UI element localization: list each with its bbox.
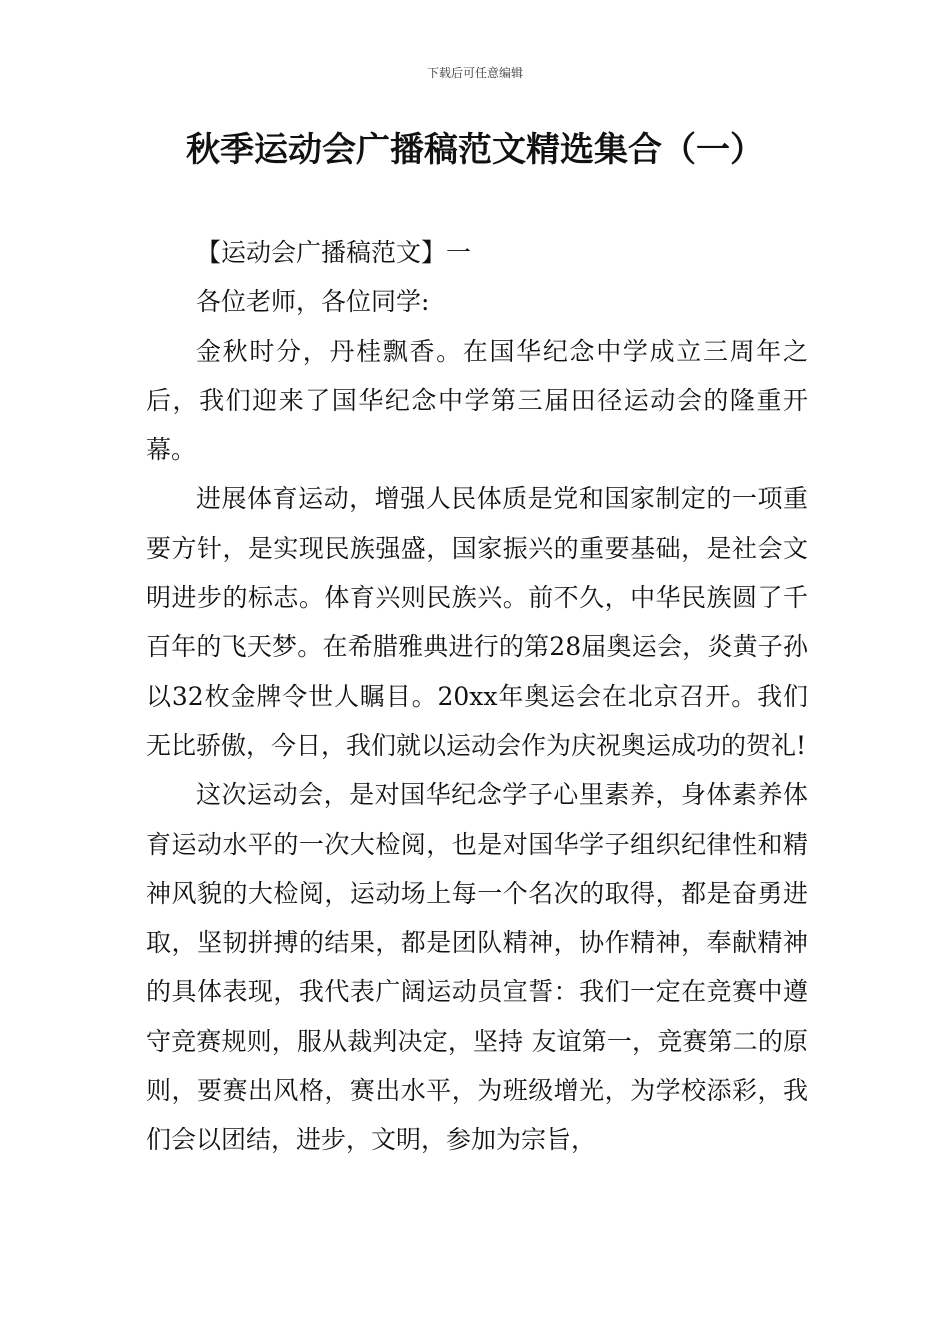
document-body: [146, 228, 808, 1165]
document-title: 秋季运动会广播稿范文精选集合（一）: [186, 130, 764, 170]
paragraph-athlete-oath: 这次运动会，是对国华纪念学子心里素养，身体素养体育运动水平的一次大检阅，也是对国华学子组织纪律性和精神风貌的大检阅，运动场上每一个名次的取得，都是奋勇进取，坚韧拼搏的结果，都是团队精神，协作精神，奉献精神的具体表现，我代表广阔运动员宣誓：我们一定在竞赛中遵守竞赛规则，服从裁判决定，坚持 友谊第一，竞赛第二的原则，要赛出风格，赛出水平，为班级增光，为学校添彩，我们会以团结，进步，文明，参加为宗旨，: [146, 780, 808, 1155]
paragraph-sports-policy: 进展体育运动，增强人民体质是党和国家制定的一项重要方针，是实现民族强盛，国家振兴的重要基础，是社会文明进步的标志。体育兴则民族兴。前不久，中华民族圆了千百年的飞天梦。在希腊雅典进行的第28届奥运会，炎黄子孙以32枚金牌令世人瞩目。20xx年奥运会在北京召开。我们无比骄傲，今日，我们就以运动会作为庆祝奥运成功的贺礼!: [146, 484, 808, 760]
paragraph-opening: 金秋时分，丹桂飘香。在国华纪念中学成立三周年之后，我们迎来了国华纪念中学第三届田径运动会的隆重开幕。: [146, 336, 808, 465]
salutation: 各位老师，各位同学:: [196, 287, 430, 317]
section-heading: 【运动会广播稿范文】一: [196, 238, 472, 267]
header-note: 下载后可任意编辑: [426, 66, 523, 80]
